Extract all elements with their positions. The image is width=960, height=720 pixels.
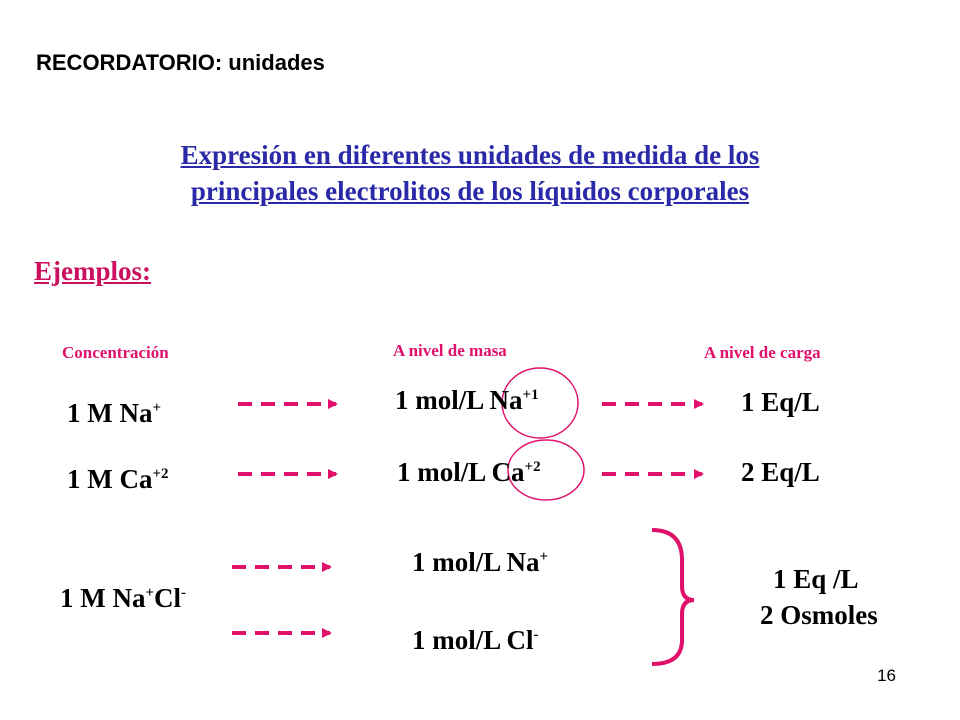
examples-label: Ejemplos:: [34, 256, 151, 286]
row-na-mass: 1 mol/L $Na^{+1}$: [395, 385, 539, 415]
row-nacl-mass-cl: 1 mol/L Cl-: [412, 625, 539, 655]
brace-icon: [652, 530, 694, 664]
column-header-charge: A nivel de carga: [704, 343, 821, 362]
row-nacl-charge: 1 Eq /L: [773, 564, 859, 594]
row-ca-concentration: 1 M $Ca^{+2}$: [67, 464, 169, 494]
row-na-concentration: 1 M Na+: [67, 398, 162, 428]
row-ca-charge: 2 Eq/L: [741, 457, 820, 487]
heading-line-2: principales electrolitos de los líquidos corporales: [190, 176, 750, 206]
page-number: 16: [877, 666, 896, 685]
heading-line-1: Expresión en diferentes unidades de medida de los: [180, 140, 760, 170]
row-nacl-mass-na: 1 mol/L Na+: [412, 547, 549, 577]
row-ca-mass: 1 mol/L $Ca^{+2}$: [397, 457, 541, 487]
reminder-title: RECORDATORIO: unidades: [36, 50, 325, 75]
column-header-concentration: Concentración: [62, 343, 169, 362]
row-nacl-concentration: 1 M Na+Cl-: [60, 583, 187, 613]
row-na-charge: 1 Eq/L: [741, 387, 820, 417]
column-header-mass: A nivel de masa: [393, 341, 507, 360]
row-nacl-osmoles: 2 Osmoles: [760, 600, 878, 630]
